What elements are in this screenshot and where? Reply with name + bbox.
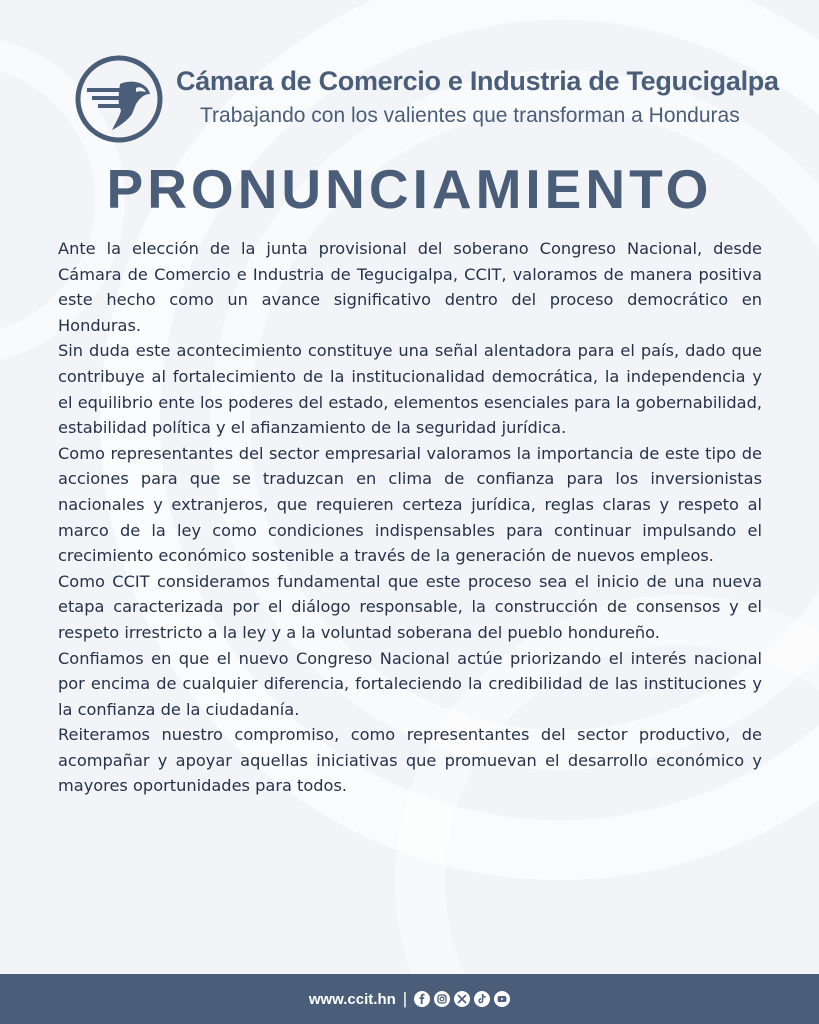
winged-head-logo-icon (74, 54, 164, 144)
paragraph: Sin duda este acontecimiento constituye una señal alentadora para el país, dado que contribuye al fortalecimiento de la institucionalidad democrática, la independencia y el equilibrio ente los poderes del estado, elementos esenciales para la gobernabilidad, estabilidad política y el afianzamiento de la seguridad jurídica. (58, 341, 762, 438)
facebook-icon[interactable] (414, 991, 430, 1007)
header (74, 54, 779, 144)
instagram-icon[interactable] (434, 991, 450, 1007)
paragraph: Como CCIT consideramos fundamental que este proceso sea el inicio de una nueva etapa caracterizada por el diálogo responsable, la construcción de consensos y el respeto irrestricto a la ley y a la voluntad soberana del pueblo hondureño. (58, 571, 762, 642)
footer-bar (0, 974, 819, 1024)
paragraph: Confiamos en que el nuevo Congreso Nacional actúe priorizando el interés nacional por encima de cualquier diferencia, fortaleciendo la credibilidad de las instituciones y la confianza de la ciudadanía. (58, 648, 762, 719)
paragraph: Como representantes del sector empresarial valoramos la importancia de este tipo de acciones para que se traduzcan en clima de confianza para los inversionistas nacionales y extranjeros, que requieren certeza jurídica, reglas claras y respeto al marco de la ley como condiciones indispensables para continuar impulsando el crecimiento económico sostenible a través de la generación de nuevos empleos. (58, 443, 762, 566)
paragraph: Ante la elección de la junta provisional del soberano Congreso Nacional, desde Cámara de Comercio e Industria de Tegucigalpa, CCIT, valoramos de manera positiva este hecho como un avance significativo dentro del proceso democrático en Honduras. (58, 239, 762, 335)
social-links (414, 991, 510, 1007)
paragraph: Reiteramos nuestro compromiso, como representantes del sector productivo, de acompañar y apoyar aquellas iniciativas que promuevan el desarrollo económico y mayores oportunidades para todos. (58, 725, 762, 796)
tiktok-icon[interactable] (474, 991, 490, 1007)
organization-name: Cámara de Comercio e Industria de Tegucigalpa (176, 66, 779, 96)
document-title: PRONUNCIAMIENTO (106, 158, 713, 220)
organization-tagline: Trabajando con los valientes que transforman a Honduras (200, 104, 740, 127)
statement-body (58, 236, 762, 799)
x-icon[interactable] (454, 991, 470, 1007)
website-link[interactable]: www.ccit.hn (308, 990, 396, 1008)
footer-separator: | (402, 989, 408, 1008)
youtube-icon[interactable] (494, 991, 510, 1007)
